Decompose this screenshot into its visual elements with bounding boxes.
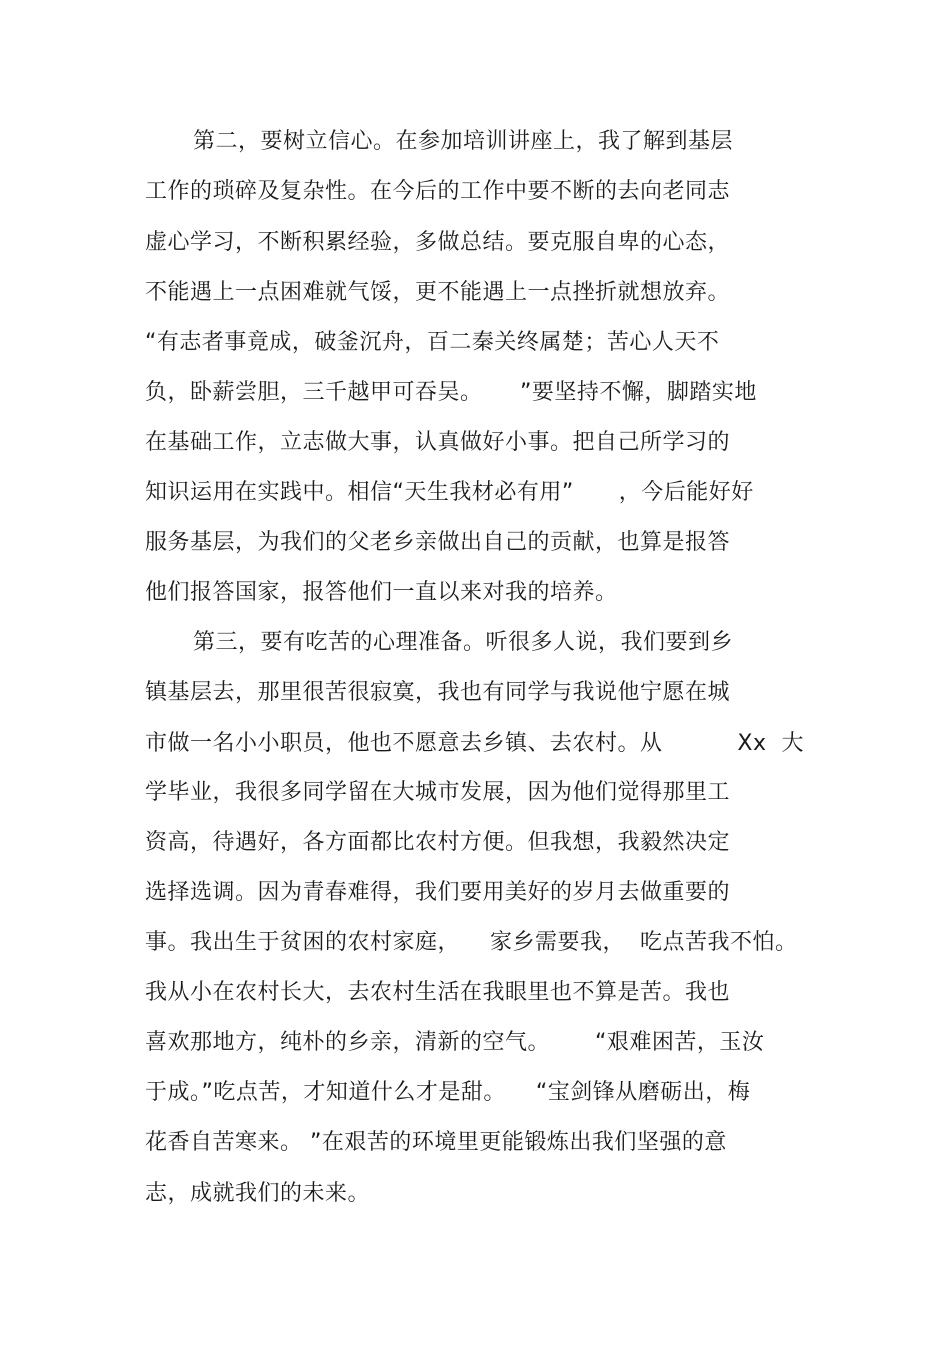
paragraph-2-line-7: 在基础工作，立志做大事，认真做好小事。把自己所学习的 (145, 430, 731, 455)
paragraph-2-line-10: 他们报答国家，报答他们一直以来对我的培养。 (145, 580, 618, 605)
paragraph-3-line-7: 事。我出生于贫困的农村家庭， 家乡需要我， 吃点苦我不怕。 (145, 930, 798, 955)
paragraph-2-line-8: 知识运用在实践中。相信“天生我材必有用” ，今后能好好 (145, 480, 754, 505)
paragraph-3-line-1: 第三，要有吃苦的心理准备。听很多人说，我们要到乡 (193, 630, 734, 655)
paragraph-3-line-3: 市做一名小小职员，他也不愿意去乡镇、去农村。从 Xx 大 (145, 731, 805, 756)
paragraph-3-line-10: 于成。”吃点苦，才知道什么才是甜。 “宝剑锋从磨砺出，梅 (145, 1080, 751, 1105)
paragraph-3-line-5: 资高，待遇好，各方面都比农村方便。但我想，我毅然决定 (145, 830, 731, 855)
paragraph-2-line-3: 虚心学习，不断积累经验，多做总结。要克服自卑的心态， (145, 230, 731, 255)
paragraph-2-line-6: 负，卧薪尝胆，三千越甲可吞吴。 ”要坚持不懈，脚踏实地 (145, 380, 757, 405)
paragraph-3-line-9: 喜欢那地方，纯朴的乡亲，清新的空气。 “艰难困苦，玉汝 (145, 1030, 765, 1055)
paragraph-2-line-9: 服务基层，为我们的父老乡亲做出自己的贡献，也算是报答 (145, 530, 731, 555)
paragraph-3-line-8: 我从小在农村长大，去农村生活在我眼里也不算是苦。我也 (145, 980, 731, 1005)
paragraph-2-line-2: 工作的琐碎及复杂性。在今后的工作中要不断的去向老同志 (145, 179, 731, 204)
paragraph-2-line-1: 第二，要树立信心。在参加培训讲座上，我了解到基层 (193, 129, 734, 154)
paragraph-3-line-12: 志，成就我们的未来。 (145, 1181, 371, 1206)
paragraph-3-line-6: 选择选调。因为青春难得，我们要用美好的岁月去做重要的 (145, 880, 731, 905)
paragraph-2-line-4: 不能遇上一点困难就气馁，更不能遇上一点挫折就想放弃。 (145, 280, 731, 305)
paragraph-3-line-2: 镇基层去，那里很苦很寂寞，我也有同学与我说他宁愿在城 (145, 680, 731, 705)
paragraph-3-line-11: 花香自苦寒来。 ”在艰苦的环境里更能锻炼出我们坚强的意 (145, 1130, 727, 1155)
paragraph-3-line-4: 学毕业，我很多同学留在大城市发展，因为他们觉得那里工 (145, 780, 731, 805)
paragraph-2-line-5: “有志者事竟成，破釜沉舟，百二秦关终属楚；苦心人天不 (145, 330, 720, 355)
